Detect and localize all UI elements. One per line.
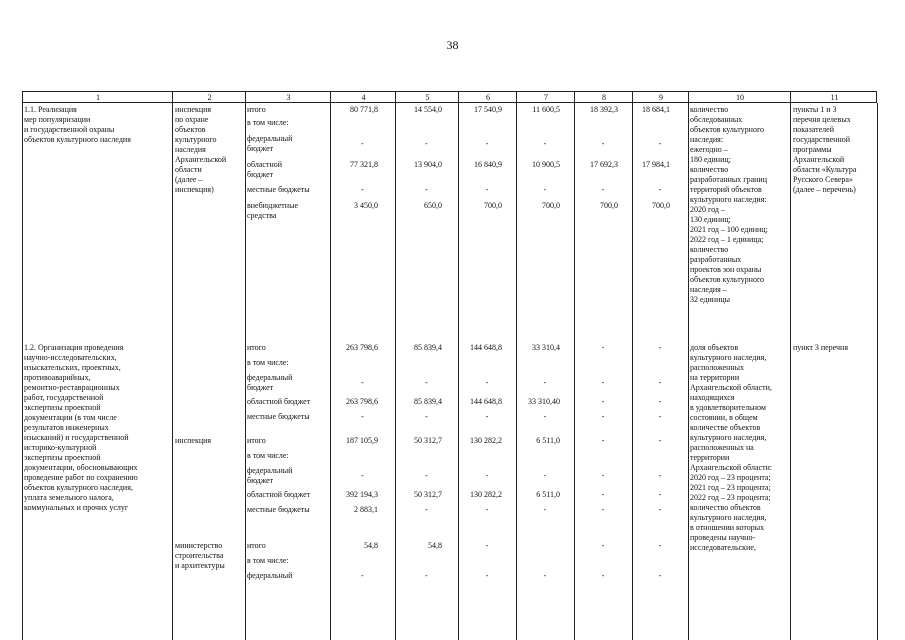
- row2-indicator: исследовательские,: [690, 543, 756, 552]
- header-divider: [330, 92, 331, 102]
- value-cell: 700,0: [600, 201, 618, 210]
- value-cell: -: [543, 471, 547, 480]
- value-cell: 80 771,8: [350, 105, 378, 114]
- value-cell: 50 312,7: [414, 490, 442, 499]
- row2-event-name: уплата земельного налога,: [24, 493, 114, 502]
- value-cell: -: [485, 185, 489, 194]
- row2-executor-ministry: министерство: [175, 541, 223, 550]
- value-cell: 263 798,6: [346, 343, 378, 352]
- value-cell: -: [543, 571, 547, 580]
- row2-indicator: культурного наследия,: [690, 433, 767, 442]
- value-cell: -: [658, 571, 662, 580]
- value-cell: -: [485, 571, 489, 580]
- source-label: в том числе:: [247, 451, 289, 460]
- value-cell: -: [601, 571, 605, 580]
- header-col-4: 4: [361, 93, 366, 102]
- row2-event-name: документации (в том числе: [24, 413, 117, 422]
- row2-event-name: экспертизы проектной: [24, 453, 101, 462]
- value-cell: 700,0: [652, 201, 670, 210]
- source-label: внебюджетные: [247, 201, 298, 210]
- value-cell: -: [425, 505, 428, 514]
- source-label: бюджет: [247, 383, 274, 392]
- row1-target-ref: пункты 1 и 3: [793, 105, 837, 114]
- value-cell: 13 904,0: [414, 160, 442, 169]
- source-label: бюджет: [247, 144, 274, 153]
- row1-target-ref: показателей: [793, 125, 834, 134]
- column-divider: [877, 103, 878, 640]
- row1-target-ref: (далее – перечень): [793, 185, 856, 194]
- row1-indicator: наследия –: [690, 285, 727, 294]
- row1-indicator: 2020 год –: [690, 205, 725, 214]
- row1-indicator: территорий объектов: [690, 185, 762, 194]
- row2-executor-ministry: строительства: [175, 551, 224, 560]
- row2-indicator: 2020 год – 23 процента;: [690, 473, 771, 482]
- value-cell: -: [485, 505, 489, 514]
- column-divider: [330, 103, 331, 640]
- row1-indicator: разработанных границ: [690, 175, 767, 184]
- row1-executor: области: [175, 165, 202, 174]
- row2-indicator: на территории: [690, 373, 740, 382]
- value-cell: 17 540,9: [474, 105, 502, 114]
- row2-indicator: проведены научно-: [690, 533, 756, 542]
- value-cell: 3 450,0: [354, 201, 378, 210]
- value-cell: -: [361, 139, 364, 148]
- row2-indicator: расположенных: [690, 363, 744, 372]
- row1-indicator: 130 единиц;: [690, 215, 731, 224]
- row2-event-name: экспертизы проектной: [24, 403, 101, 412]
- row1-indicator: объектов культурного: [690, 275, 765, 284]
- value-cell: -: [658, 397, 662, 406]
- value-cell: 18 684,1: [642, 105, 670, 114]
- header-divider: [790, 92, 791, 102]
- source-label: областной: [247, 160, 283, 169]
- value-cell: 130 282,2: [470, 490, 502, 499]
- value-cell: 6 511,0: [536, 490, 560, 499]
- source-label: федеральный: [247, 373, 293, 382]
- row2-indicator: находящихся: [690, 393, 735, 402]
- row2-event-name: научно-исследовательских,: [24, 353, 117, 362]
- value-cell: -: [658, 378, 662, 387]
- value-cell: 54,8: [364, 541, 378, 550]
- source-label: в том числе:: [247, 358, 289, 367]
- column-divider: [790, 103, 791, 640]
- value-cell: -: [361, 378, 364, 387]
- source-label: итого: [247, 105, 266, 114]
- value-cell: -: [425, 471, 428, 480]
- header-col-2: 2: [207, 93, 212, 102]
- value-cell: 700,0: [484, 201, 502, 210]
- value-cell: -: [361, 571, 364, 580]
- row2-indicator: Архангельской области,: [690, 383, 772, 392]
- header-col-8: 8: [602, 93, 606, 102]
- source-label: федеральный: [247, 134, 293, 143]
- row2-event-name: работ, государственной: [24, 393, 104, 402]
- row1-indicator: количество: [690, 165, 729, 174]
- header-col-3: 3: [286, 93, 291, 102]
- value-cell: -: [425, 412, 428, 421]
- row1-indicator: 32 единицы: [690, 295, 731, 304]
- row2-event-name: документации, обосновывающих: [24, 463, 138, 472]
- column-divider: [458, 103, 459, 640]
- value-cell: 77 321,8: [350, 160, 378, 169]
- value-cell: -: [601, 139, 605, 148]
- source-label: итого: [247, 436, 266, 445]
- value-cell: 85 839,4: [414, 397, 442, 406]
- header-divider: [172, 92, 173, 102]
- header-divider: [245, 92, 246, 102]
- value-cell: -: [361, 412, 364, 421]
- header-col-11: 11: [830, 93, 839, 102]
- row1-executor: объектов: [175, 125, 206, 134]
- row1-indicator: объектов культурного: [690, 125, 765, 134]
- value-cell: -: [658, 139, 662, 148]
- row1-indicator: культурного наследия:: [690, 195, 767, 204]
- value-cell: -: [658, 471, 662, 480]
- row2-event-name: изыскательских, проектных,: [24, 363, 121, 372]
- row1-indicator: проектов зон охраны: [690, 265, 762, 274]
- value-cell: 17 692,3: [590, 160, 618, 169]
- row1-target-ref: Русского Севера»: [793, 175, 853, 184]
- value-cell: -: [601, 185, 605, 194]
- header-divider: [574, 92, 575, 102]
- row2-event-name: историко-культурной: [24, 443, 97, 452]
- header-divider: [395, 92, 396, 102]
- column-divider: [22, 103, 23, 640]
- value-cell: -: [361, 471, 364, 480]
- value-cell: 6 511,0: [536, 436, 560, 445]
- row2-indicator: 2022 год – 23 процента;: [690, 493, 771, 502]
- row1-executor: (далее –: [175, 175, 203, 184]
- page-number: 38: [446, 38, 459, 52]
- value-cell: -: [485, 139, 489, 148]
- value-cell: -: [658, 490, 662, 499]
- value-cell: -: [543, 505, 547, 514]
- value-cell: -: [658, 436, 662, 445]
- row2-indicator: количество объектов: [690, 503, 761, 512]
- value-cell: 144 648,8: [470, 397, 502, 406]
- row1-event-name: мер популяризации: [24, 115, 91, 124]
- value-cell: -: [543, 412, 547, 421]
- row2-event-name: результатов инженерных: [24, 423, 109, 432]
- row2-indicator: в отношении которых: [690, 523, 765, 532]
- row2-indicator: культурного наследия,: [690, 353, 767, 362]
- row1-target-ref: государственной: [793, 135, 851, 144]
- row1-indicator: 2022 год – 1 единица;: [690, 235, 764, 244]
- source-label: бюджет: [247, 170, 274, 179]
- header-col-1: 1: [96, 93, 100, 102]
- value-cell: -: [543, 185, 547, 194]
- value-cell: -: [485, 541, 489, 550]
- row2-executor-inspection: инспекция: [175, 436, 212, 445]
- value-cell: -: [361, 185, 364, 194]
- value-cell: 16 840,9: [474, 160, 502, 169]
- column-divider: [395, 103, 396, 640]
- row2-event-name: 1.2. Организация проведения: [24, 343, 124, 352]
- row1-indicator: обследованных: [690, 115, 743, 124]
- column-divider: [245, 103, 246, 640]
- value-cell: -: [658, 412, 662, 421]
- source-label: федеральный: [247, 571, 293, 580]
- row1-target-ref: Архангельской: [793, 155, 845, 164]
- column-divider: [688, 103, 689, 640]
- source-label: местные бюджеты: [247, 185, 310, 194]
- value-cell: 187 105,9: [346, 436, 378, 445]
- row1-executor: инспекция): [175, 185, 214, 194]
- row1-executor: Архангельской: [175, 155, 227, 164]
- value-cell: 392 194,3: [346, 490, 378, 499]
- column-divider: [632, 103, 633, 640]
- row2-indicator: расположенных на: [690, 443, 754, 452]
- value-cell: 263 798,6: [346, 397, 378, 406]
- row2-indicator: доля объектов: [690, 343, 739, 352]
- header-divider: [516, 92, 517, 102]
- row1-indicator: 2021 год – 100 единиц;: [690, 225, 768, 234]
- row1-indicator: 180 единиц;: [690, 155, 731, 164]
- value-cell: 54,8: [428, 541, 442, 550]
- source-label: областной бюджет: [247, 490, 311, 499]
- row2-target-ref: пункт 3 перечня: [793, 343, 849, 352]
- row1-event-name: 1.1. Реализация: [24, 105, 77, 114]
- source-label: в том числе:: [247, 118, 289, 127]
- header-col-6: 6: [486, 93, 490, 102]
- source-label: федеральный: [247, 466, 293, 475]
- row2-event-name: объектов культурного наследия,: [24, 483, 133, 492]
- header-col-5: 5: [425, 93, 430, 102]
- row2-event-name: коммунальных и прочих услуг: [24, 503, 129, 512]
- row1-executor: инспекция: [175, 105, 212, 114]
- value-cell: -: [601, 541, 605, 550]
- value-cell: -: [485, 412, 489, 421]
- value-cell: 33 310,40: [528, 397, 560, 406]
- value-cell: 650,0: [424, 201, 442, 210]
- row1-indicator: наследия:: [690, 135, 724, 144]
- value-cell: -: [601, 378, 605, 387]
- source-label: в том числе:: [247, 556, 289, 565]
- source-label: местные бюджеты: [247, 412, 310, 421]
- row2-indicator: 2021 год – 23 процента;: [690, 483, 771, 492]
- source-label: областной бюджет: [247, 397, 311, 406]
- header-divider: [632, 92, 633, 102]
- value-cell: 11 600,5: [532, 105, 560, 114]
- row1-event-name: и государственной охраны: [24, 125, 115, 134]
- value-cell: 144 648,8: [470, 343, 502, 352]
- row1-executor: по охране: [175, 115, 209, 124]
- value-cell: -: [601, 490, 605, 499]
- row1-indicator: количество: [690, 245, 729, 254]
- value-cell: -: [658, 343, 662, 352]
- value-cell: 33 310,4: [532, 343, 560, 352]
- row2-event-name: противоаварийных,: [24, 373, 91, 382]
- value-cell: 18 392,3: [590, 105, 618, 114]
- row2-indicator: количестве объектов: [690, 423, 761, 432]
- value-cell: 130 282,2: [470, 436, 502, 445]
- row1-target-ref: программы: [793, 145, 832, 154]
- row1-executor: культурного: [175, 135, 217, 144]
- value-cell: -: [601, 505, 605, 514]
- value-cell: -: [658, 185, 662, 194]
- value-cell: -: [601, 471, 605, 480]
- value-cell: -: [601, 412, 605, 421]
- value-cell: 2 883,1: [354, 505, 378, 514]
- row2-event-name: изысканий) и государственной: [24, 433, 129, 442]
- value-cell: 85 839,4: [414, 343, 442, 352]
- header-divider: [458, 92, 459, 102]
- value-cell: -: [485, 471, 489, 480]
- value-cell: -: [425, 571, 428, 580]
- source-label: бюджет: [247, 476, 274, 485]
- value-cell: -: [601, 436, 605, 445]
- header-col-7: 7: [544, 93, 548, 102]
- row1-executor: наследия: [175, 145, 206, 154]
- row2-indicator: территории: [690, 453, 730, 462]
- table-header: [22, 91, 877, 103]
- row1-target-ref: перечня целевых: [793, 115, 851, 124]
- value-cell: 700,0: [542, 201, 560, 210]
- value-cell: -: [601, 343, 605, 352]
- value-cell: -: [543, 378, 547, 387]
- header-col-9: 9: [659, 93, 663, 102]
- row2-event-name: ремонтно-реставрационных: [24, 383, 120, 392]
- value-cell: -: [658, 505, 662, 514]
- row1-indicator: ежегодно –: [690, 145, 728, 154]
- row2-indicator: в удовлетворительном: [690, 403, 766, 412]
- source-label: средства: [247, 211, 277, 220]
- column-divider: [172, 103, 173, 640]
- value-cell: -: [485, 378, 489, 387]
- value-cell: -: [425, 378, 428, 387]
- row2-event-name: проведение работ по сохранению: [24, 473, 138, 482]
- row1-indicator: разработанных: [690, 255, 742, 264]
- source-label: итого: [247, 343, 266, 352]
- value-cell: -: [425, 139, 428, 148]
- row2-indicator: состоянии, в общем: [690, 413, 758, 422]
- header-col-10: 10: [736, 93, 744, 102]
- row1-event-name: объектов культурного наследия: [24, 135, 131, 144]
- value-cell: 10 900,5: [532, 160, 560, 169]
- value-cell: -: [601, 397, 605, 406]
- value-cell: -: [543, 139, 547, 148]
- source-label: итого: [247, 541, 266, 550]
- column-divider: [574, 103, 575, 640]
- row2-indicator: Архангельской области:: [690, 463, 773, 472]
- header-divider: [688, 92, 689, 102]
- row2-indicator: культурного наследия,: [690, 513, 767, 522]
- value-cell: 17 984,1: [642, 160, 670, 169]
- row2-executor-ministry: и архитектуры: [175, 561, 225, 570]
- value-cell: -: [425, 185, 428, 194]
- value-cell: 50 312,7: [414, 436, 442, 445]
- source-label: местные бюджеты: [247, 505, 310, 514]
- value-cell: -: [658, 541, 662, 550]
- row1-indicator: количество: [690, 105, 729, 114]
- row1-target-ref: области «Культура: [793, 165, 857, 174]
- column-divider: [516, 103, 517, 640]
- value-cell: 14 554,0: [414, 105, 442, 114]
